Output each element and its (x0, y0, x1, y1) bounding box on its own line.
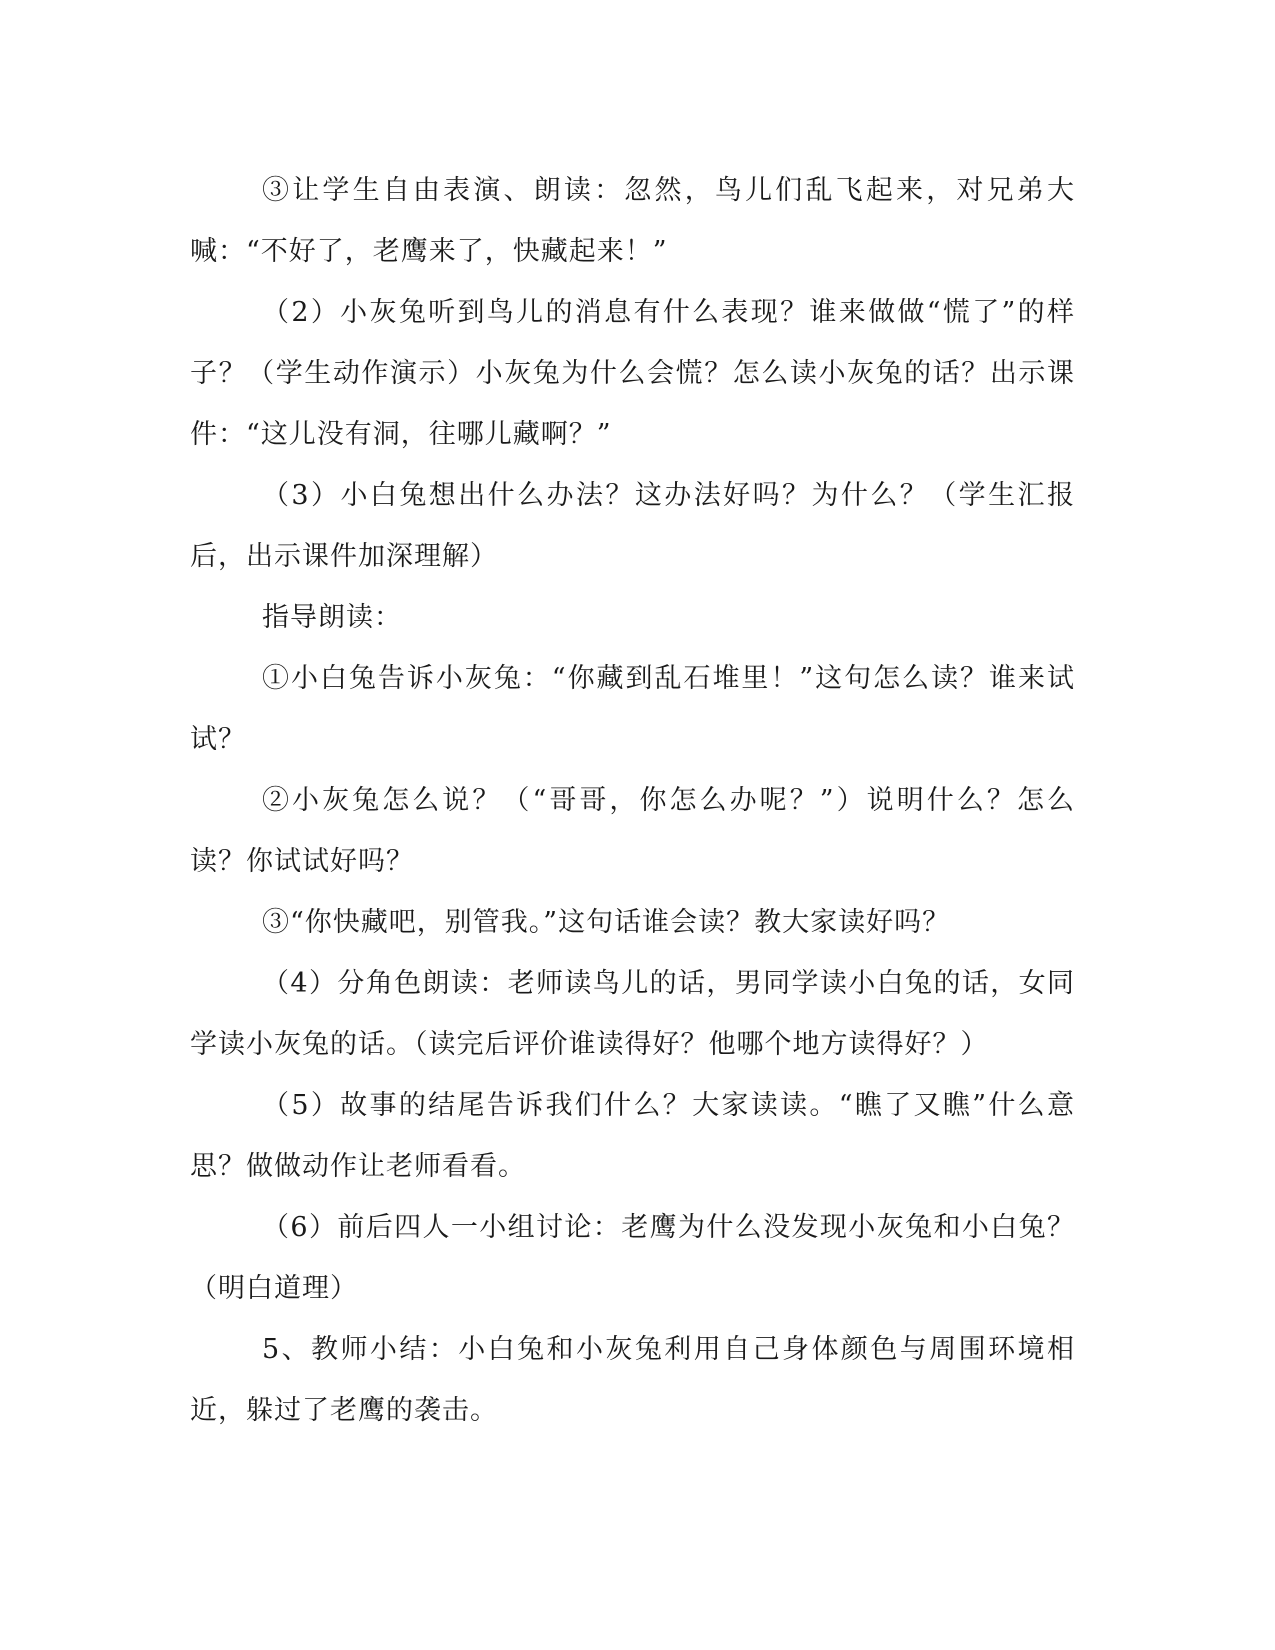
paragraph-guide-item-1: ①小白兔告诉小灰兔：“你藏到乱石堆里！”这句怎么读？谁来试试？ (190, 663, 1075, 755)
paragraph-reading-guide-heading: 指导朗读： (262, 602, 402, 633)
paragraph-guide-item-2: ②小灰兔怎么说？（“哥哥，你怎么办呢？”）说明什么？怎么读？你试试好吗？ (190, 785, 1075, 877)
document-body (190, 160, 1075, 1441)
paragraph-question-4: （4）分角色朗读：老师读鸟儿的话，男同学读小白兔的话，女同学读小灰兔的话。（读完后评价谁读得好？他哪个地方读得好？） (190, 968, 1075, 1060)
paragraph-teacher-summary: 5、教师小结：小白兔和小灰兔利用自己身体颜色与周围环境相近，躲过了老鹰的袭击。 (190, 1334, 1075, 1426)
paragraph-guide-item-3: ③“你快藏吧，别管我。”这句话谁会读？教大家读好吗？ (262, 907, 951, 938)
paragraph-question-2: （2）小灰兔听到鸟儿的消息有什么表现？谁来做做“慌了”的样子？（学生动作演示）小灰兔为什么会慌？怎么读小灰兔的话？出示课件：“这儿没有洞，往哪儿藏啊？” (190, 297, 1075, 450)
paragraph-perform-read: ③让学生自由表演、朗读：忽然，鸟儿们乱飞起来，对兄弟大喊：“不好了，老鹰来了，快藏起来！” (190, 175, 1075, 267)
paragraph-question-5: （5）故事的结尾告诉我们什么？大家读读。“瞧了又瞧”什么意思？做做动作让老师看看。 (190, 1090, 1075, 1182)
paragraph-question-6: （6）前后四人一小组讨论：老鹰为什么没发现小灰兔和小白兔？（明白道理） (190, 1212, 1075, 1304)
paragraph-question-3: （3）小白兔想出什么办法？这办法好吗？为什么？（学生汇报后，出示课件加深理解） (190, 480, 1075, 572)
